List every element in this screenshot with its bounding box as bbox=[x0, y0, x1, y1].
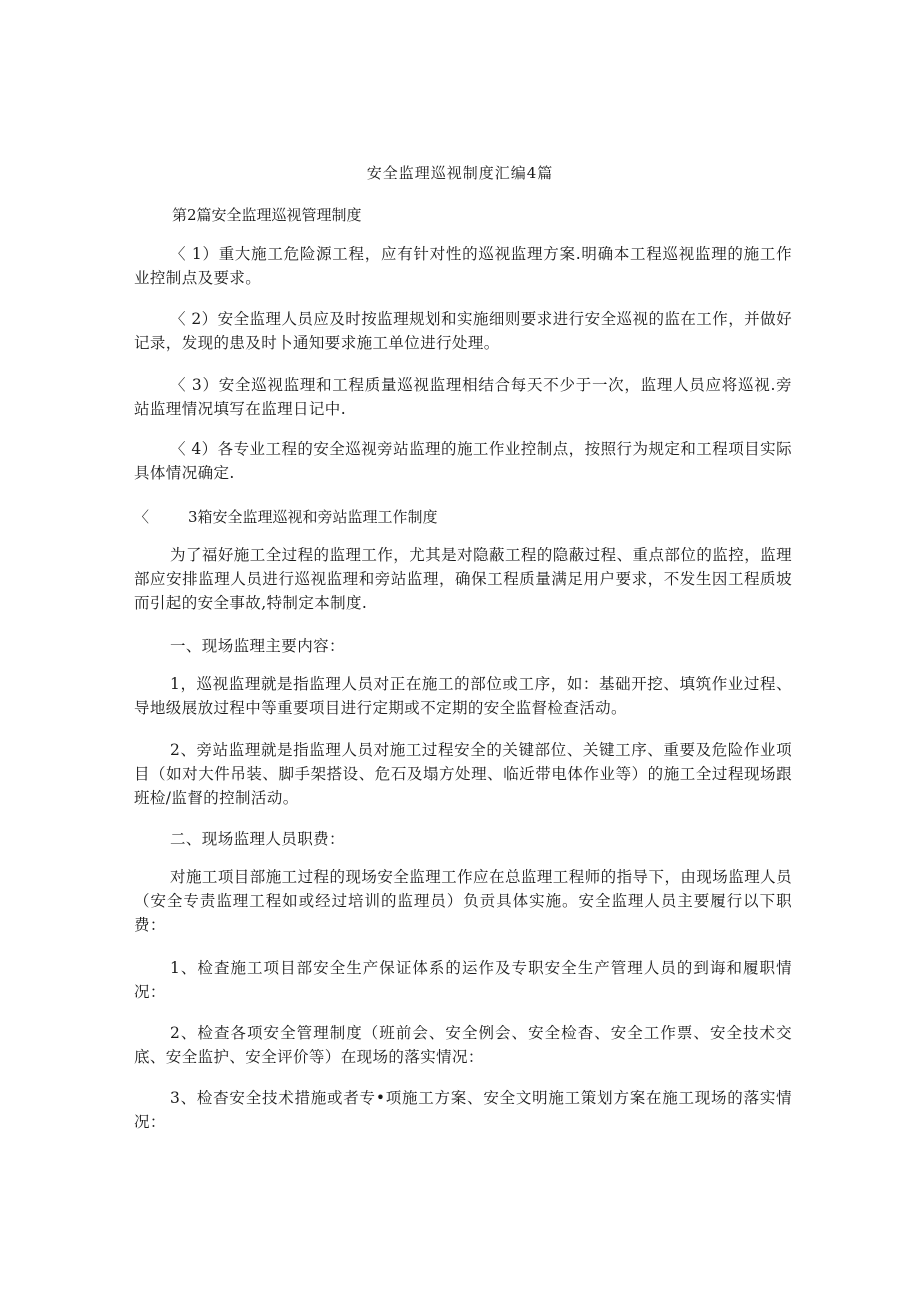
part-2-item-2: 2、检查各项安全管理制度（班前会、安全例会、安全检杳、安全工作票、安全技术交底、安全监护、安全评价等）在现场的落实情况： bbox=[134, 1024, 792, 1066]
section-3-heading-row bbox=[134, 506, 438, 528]
section-2-item-3: 〈 3）安全巡视监理和工程质量巡视监理相结合每天不少于一次，监理人员应将巡视.旁站监理情况填写在监理日记中. bbox=[134, 376, 792, 418]
section-2-item-4: 〈 4）各专业工程的安全巡视旁站监理的施工作业控制点，按照行为规定和工程项目实际具体情况确定. bbox=[134, 440, 792, 482]
document-title: 安全监理巡视制度汇编4篇 bbox=[366, 164, 554, 182]
part-1-item-1: 1，巡视监理就是指监理人员对正在施工的部位或工序，如：基础开挖、填筑作业过程、导地级展放过程中等重要项目进行定期或不定期的安全监督检查活动。 bbox=[134, 675, 792, 717]
section-3-prefix: 〈 bbox=[134, 508, 150, 526]
part-2-item-1: 1、检査施工项目部安全生产保证体系的运作及专职安全生产管理人员的到诲和履职情况： bbox=[134, 959, 792, 1001]
section-3-heading: 3箱安全监理巡视和旁站监理工作制度 bbox=[188, 508, 438, 526]
section-2-item-1: 〈 1）重大施工危险源工程，应有针对性的巡视监理方案.明确本工程巡视监理的施工作业控制点及要求。 bbox=[134, 245, 792, 287]
section-3-intro: 为了福好施工全过程的监理工作，尤其是对隐蔽工程的隐蔽过程、重点部位的监控，监理部应安排监理人员进行巡视监理和旁站监理，确保工程质量满足用户要求，不发生因工程质坡而引起的安全事故,特制定本制度. bbox=[134, 546, 792, 612]
part-2-intro: 对施工项目部施工过程的现场安全监理工作应在总监理工程师的指导下，由现场监理人员（安全专责监理工程如或经过培训的监理员）负贡具体实施。安全监理人员主要履行以下职费： bbox=[134, 868, 792, 934]
section-2-heading: 第2篇安全监理巡视管理制度 bbox=[172, 206, 362, 224]
part-2-item-3: 3、检杳安全技术措施或者专•项施工方案、安全文明施工策划方案在施工现场的落实情况： bbox=[134, 1089, 792, 1131]
section-2-item-2: 〈 2）安全监理人员应及时按监理规划和实施细则要求进行安全巡视的监在工作，并做好记录，发现的患及时卜通知要求施工单位进行处理。 bbox=[134, 310, 792, 352]
part-2-heading: 二、现场监理人员职费： bbox=[170, 830, 345, 848]
part-1-item-2: 2、旁站监理就是指监理人员对施工过程安全的关键部位、关键工序、重要及危险作业项目（如对大件吊装、脚手架搭设、危石及塌方处理、临近带电体作业等）的施工全过程现场跟班检/监督的控制活动。 bbox=[134, 741, 792, 807]
part-1-heading: 一、现场监理主要内容： bbox=[170, 637, 345, 655]
